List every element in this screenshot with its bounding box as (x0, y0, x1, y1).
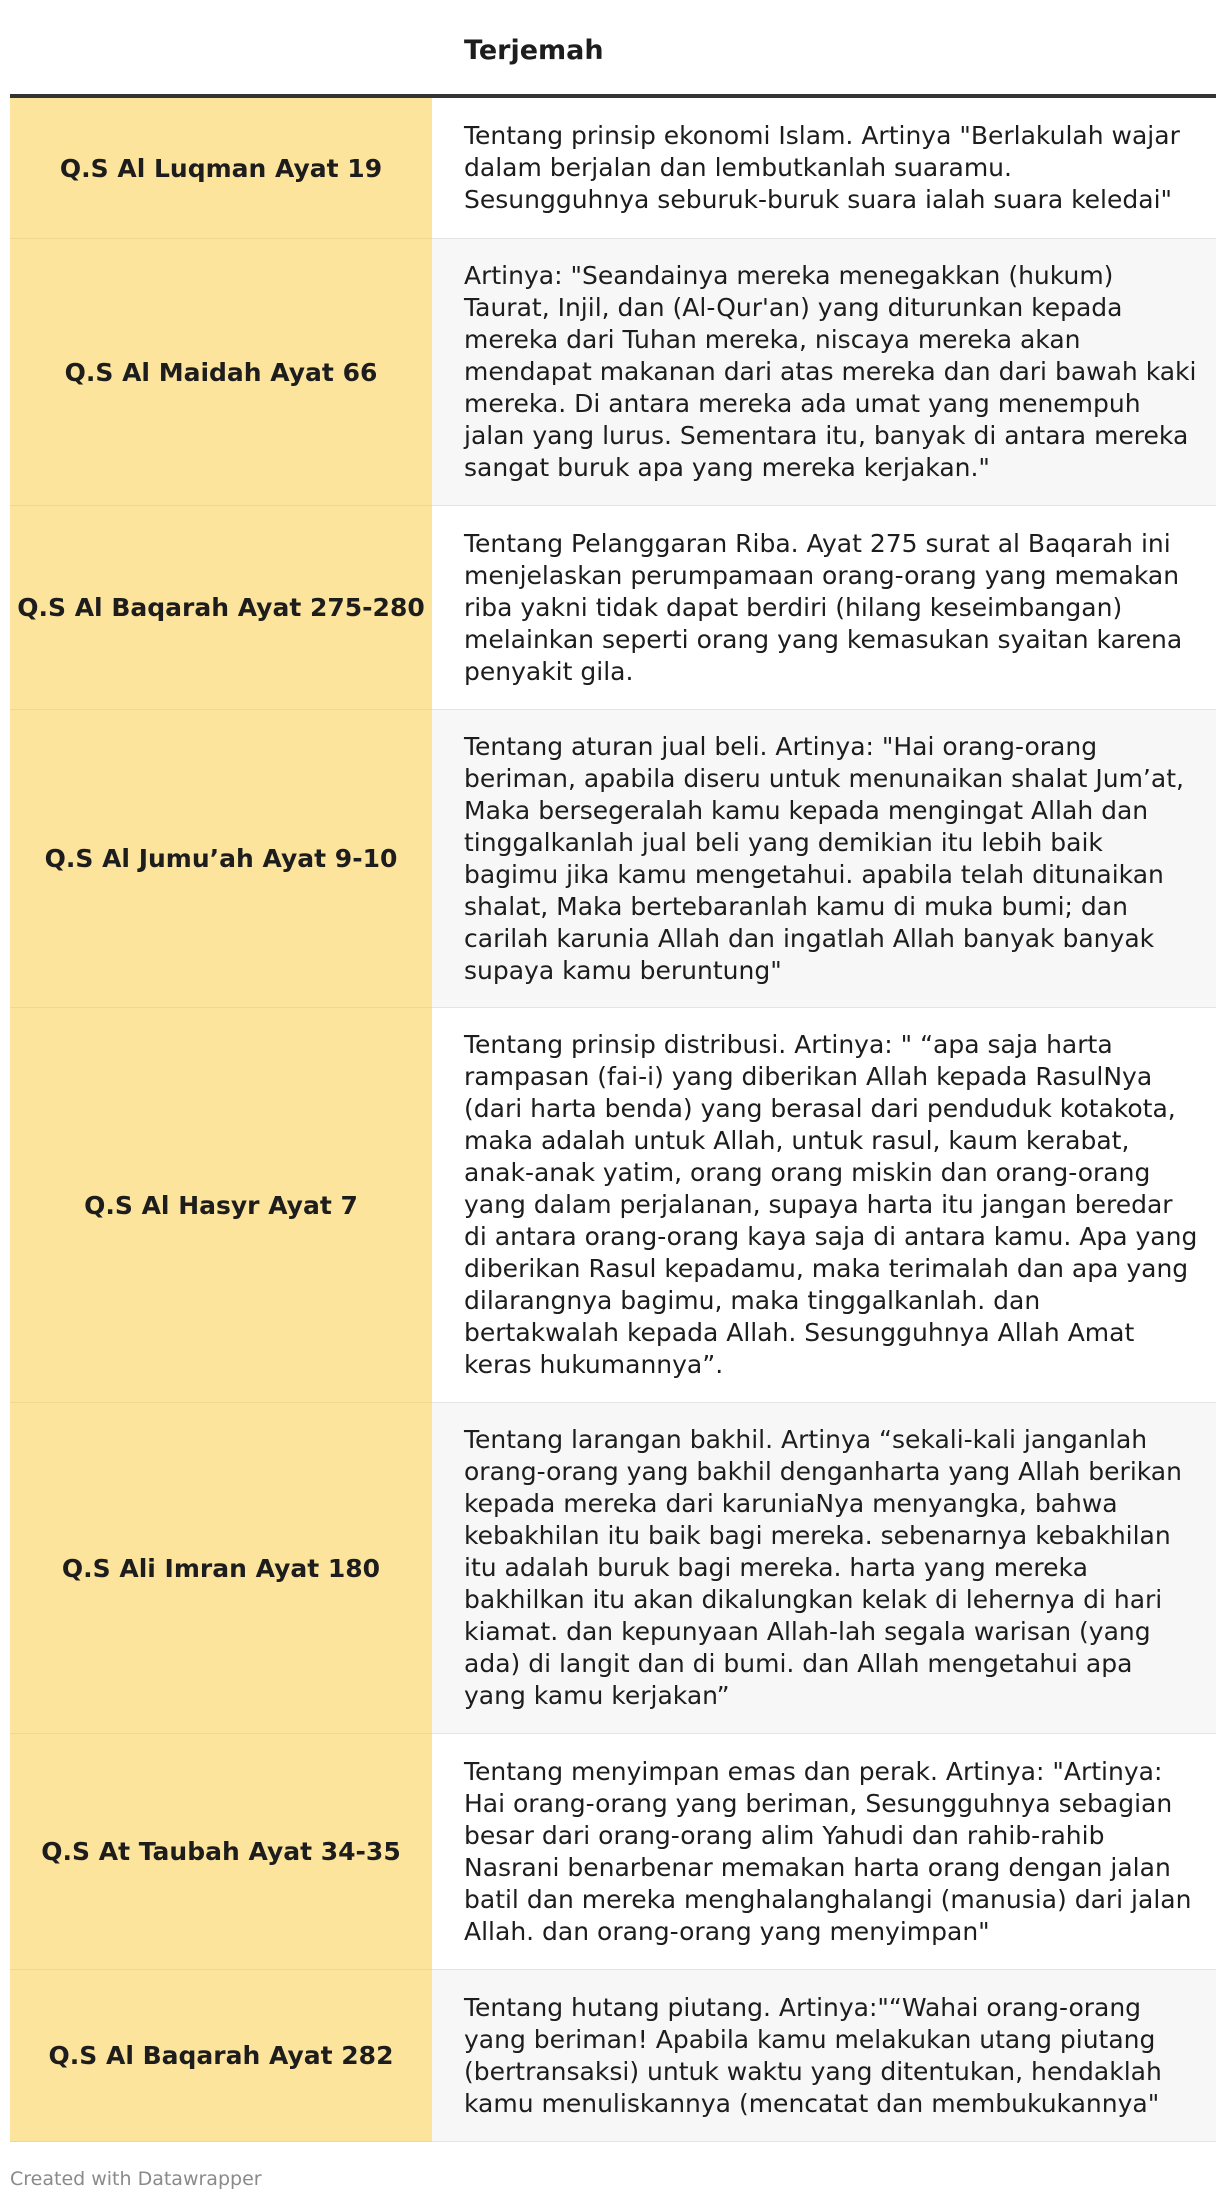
surah-cell: Q.S Al Jumu’ah Ayat 9-10 (10, 710, 432, 1008)
terjemah-cell: Tentang prinsip ekonomi Islam. Artinya "Berlakulah wajar dalam berjalan dan lembutkanlah suaramu. Sesungguhnya seburuk-buruk suara ialah suara keledai" (432, 98, 1216, 239)
table-row (10, 1970, 1216, 2142)
terjemah-cell: Tentang larangan bakhil. Artinya “sekali-kali janganlah orang-orang yang bakhil denganharta yang Allah berikan kepada mereka dari karuniaNya menyangka, bahwa kebakhilan itu baik bagi mereka. sebenarnya kebakhilan itu adalah buruk bagi mereka. harta yang mereka bakhilkan itu akan dikalungkan kelak di lehernya di hari kiamat. dan kepunyaan Allah-lah segala warisan (yang ada) di langit dan di bumi. dan Allah mengetahui apa yang kamu kerjakan” (432, 1403, 1216, 1734)
header-surah (10, 0, 432, 94)
terjemah-cell: Tentang menyimpan emas dan perak. Artinya: "Artinya: Hai orang-orang yang beriman, Sesungguhnya sebagian besar dari orang-orang alim Yahudi dan rahib-rahib Nasrani benarbenar memakan harta orang dengan jalan batil dan mereka menghalanghalangi (manusia) dari jalan Allah. dan orang-orang yang menyimpan" (432, 1734, 1216, 1970)
table-row (10, 1403, 1216, 1734)
table-row (10, 98, 1216, 239)
table-row (10, 710, 1216, 1008)
terjemah-cell: Tentang Pelanggaran Riba. Ayat 275 surat al Baqarah ini menjelaskan perumpamaan orang-orang yang memakan riba yakni tidak dapat berdiri (hilang keseimbangan) melainkan seperti orang yang kemasukan syaitan karena penyakit gila. (432, 506, 1216, 710)
table-row (10, 239, 1216, 506)
datawrapper-credit: Created with Datawrapper (10, 2168, 262, 2190)
table-header (10, 0, 1216, 98)
surah-cell: Q.S Ali Imran Ayat 180 (10, 1403, 432, 1734)
terjemah-cell: Artinya: "Seandainya mereka menegakkan (hukum) Taurat, Injil, dan (Al-Qur'an) yang diturunkan kepada mereka dari Tuhan mereka, niscaya mereka akan mendapat makanan dari atas mereka dan dari bawah kaki mereka. Di antara mereka ada umat yang menempuh jalan yang lurus. Sementara itu, banyak di antara mereka sangat buruk apa yang mereka kerjakan." (432, 239, 1216, 506)
table-row (10, 1008, 1216, 1403)
table-row (10, 506, 1216, 710)
terjemah-cell: Tentang prinsip distribusi. Artinya: " “apa saja harta rampasan (fai-i) yang diberikan Allah kepada RasulNya (dari harta benda) yang berasal dari penduduk kotakota, maka adalah untuk Allah, untuk rasul, kaum kerabat, anak-anak yatim, orang orang miskin dan orang-orang yang dalam perjalanan, supaya harta itu jangan beredar di antara orang-orang kaya saja di antara kamu. Apa yang diberikan Rasul kepadamu, maka terimalah dan apa yang dilarangnya bagimu, maka tinggalkanlah. dan bertakwalah kepada Allah. Sesungguhnya Allah Amat keras hukumannya”. (432, 1008, 1216, 1403)
surah-cell: Q.S Al Baqarah Ayat 282 (10, 1970, 432, 2142)
terjemah-cell: Tentang aturan jual beli. Artinya: "Hai orang-orang beriman, apabila diseru untuk menunaikan shalat Jum’at, Maka bersegeralah kamu kepada mengingat Allah dan tinggalkanlah jual beli yang demikian itu lebih baik bagimu jika kamu mengetahui. apabila telah ditunaikan shalat, Maka bertebaranlah kamu di muka bumi; dan carilah karunia Allah dan ingatlah Allah banyak banyak supaya kamu beruntung" (432, 710, 1216, 1008)
terjemah-cell: Tentang hutang piutang. Artinya:"“Wahai orang-orang yang beriman! Apabila kamu melakukan utang piutang (bertransaksi) untuk waktu yang ditentukan, hendaklah kamu menuliskannya (mencatat dan membukukannya" (432, 1970, 1216, 2142)
table-row (10, 1734, 1216, 1970)
surah-cell: Q.S At Taubah Ayat 34-35 (10, 1734, 432, 1970)
surah-cell: Q.S Al Luqman Ayat 19 (10, 98, 432, 239)
surah-cell: Q.S Al Maidah Ayat 66 (10, 239, 432, 506)
data-table (10, 0, 1216, 2142)
header-terjemah: Terjemah (464, 34, 604, 66)
surah-cell: Q.S Al Hasyr Ayat 7 (10, 1008, 432, 1403)
surah-cell: Q.S Al Baqarah Ayat 275-280 (10, 506, 432, 710)
